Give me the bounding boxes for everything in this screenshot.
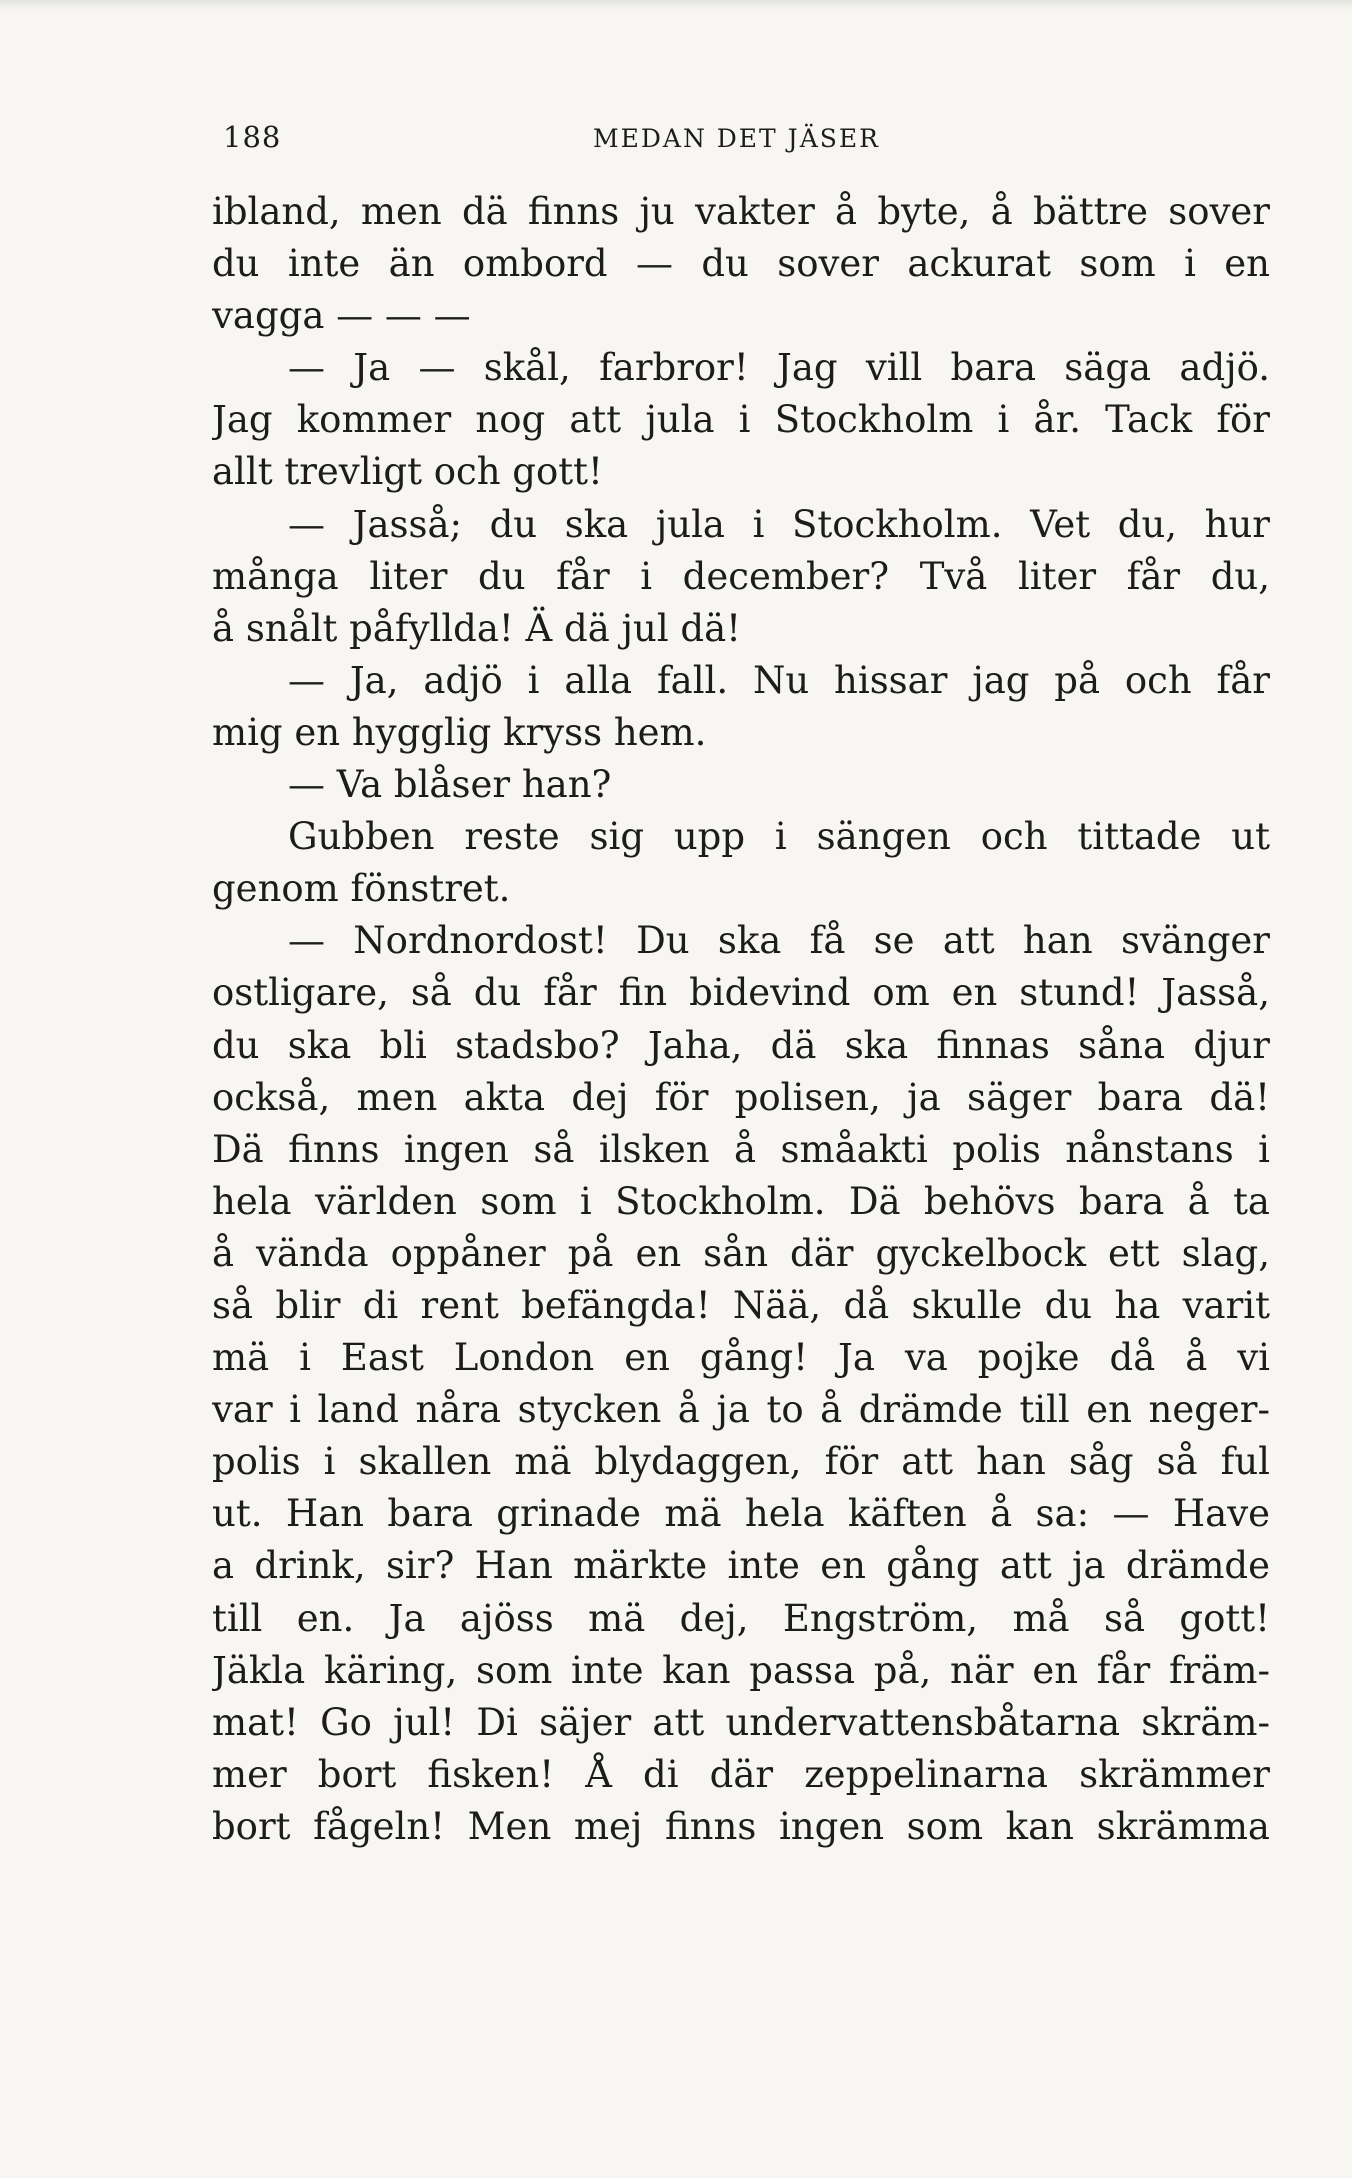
text-line: ut. Han bara grinade mä hela käften å sa: — Have — [212, 1492, 1270, 1536]
text-line: Jag kommer nog att jula i Stockholm i år. Tack för — [212, 398, 1270, 442]
text-line: — Ja, adjö i alla fall. Nu hissar jag på och får — [288, 658, 1270, 702]
text-line: du ska bli stadsbo? Jaha, dä ska finnas såna djur — [212, 1023, 1270, 1067]
text-line: mä i East London en gång! Ja va pojke då å vi — [212, 1336, 1270, 1380]
text-line: mer bort fisken! Å di där zeppelinarna skrämmer — [212, 1752, 1270, 1796]
text-line: du inte än ombord — du sover ackurat som i en — [212, 242, 1270, 286]
page-top-edge — [0, 0, 1352, 10]
text-line: vagga — — — — [212, 294, 471, 338]
running-head: MEDAN DET JÄSER — [593, 124, 880, 153]
text-line: Gubben reste sig upp i sängen och tittade ut — [288, 815, 1270, 859]
text-line: genom fönstret. — [212, 867, 511, 911]
text-line: mig en hygglig kryss hem. — [212, 710, 707, 754]
text-line: ibland, men dä finns ju vakter å byte, å bättre sover — [212, 190, 1270, 233]
text-line: — Va blåser han? — [288, 763, 612, 807]
text-line: var i land nåra stycken å ja to å drämde till en neger- — [212, 1388, 1270, 1432]
text-line: Dä finns ingen så ilsken å småakti polis nånstans i — [212, 1127, 1270, 1171]
page-number: 188 — [223, 120, 282, 154]
text-line: också, men akta dej för polisen, ja säger bara dä! — [212, 1075, 1270, 1119]
text-line: — Ja — skål, farbror! Jag vill bara säga adjö. — [288, 346, 1270, 390]
text-line: a drink, sir? Han märkte inte en gång att ja drämde — [212, 1544, 1270, 1588]
text-line: hela världen som i Stockholm. Dä behövs bara å ta — [212, 1179, 1270, 1223]
text-line: polis i skallen mä blydaggen, för att han såg så ful — [212, 1440, 1270, 1484]
page-header — [223, 120, 1265, 160]
text-line: många liter du får i december? Två liter får du, — [212, 554, 1270, 598]
text-line: bort fågeln! Men mej finns ingen som kan skrämma — [212, 1804, 1270, 1848]
text-line: Jäkla käring, som inte kan passa på, när en får främ- — [212, 1648, 1270, 1692]
text-line: ostligare, så du får fin bidevind om en stund! Jasså, — [212, 971, 1270, 1015]
text-line: allt trevligt och gott! — [212, 450, 603, 494]
text-line: å snålt påfyllda! Ä dä jul dä! — [212, 606, 742, 650]
text-line: — Jasså; du ska jula i Stockholm. Vet du, hur — [288, 502, 1270, 546]
text-line: så blir di rent befängda! Nää, då skulle du ha varit — [212, 1283, 1270, 1327]
text-line: å vända oppåner på en sån där gyckelbock ett slag, — [212, 1231, 1270, 1275]
text-line: — Nordnordost! Du ska få se att han svänger — [288, 919, 1270, 963]
text-line: till en. Ja ajöss mä dej, Engström, må så gott! — [212, 1596, 1270, 1640]
body-text — [212, 186, 1270, 1853]
text-line: mat! Go jul! Di säjer att undervattensbåtarna skräm- — [212, 1700, 1270, 1744]
